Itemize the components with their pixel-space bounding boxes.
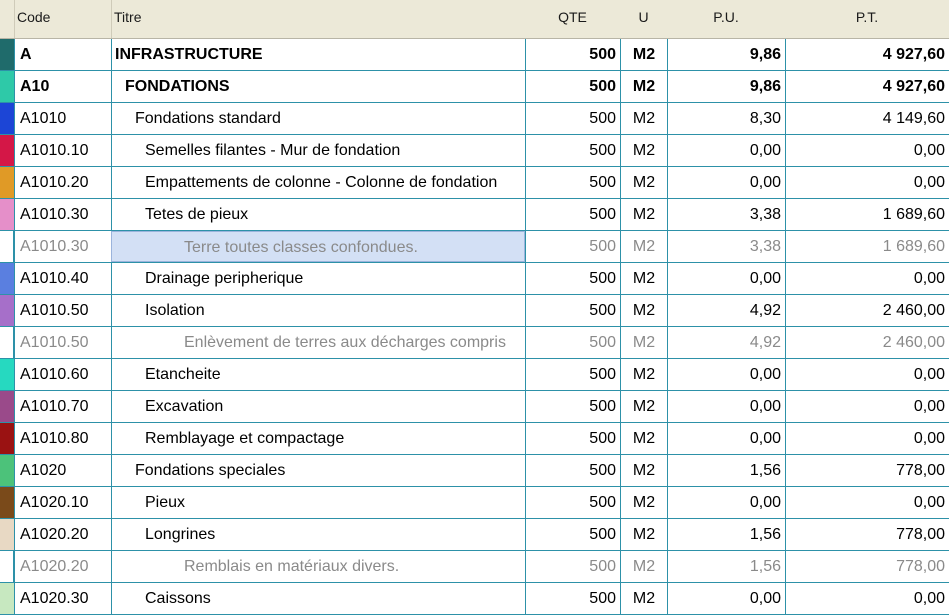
title-cell[interactable]: Terre toutes classes confondues. bbox=[111, 231, 525, 262]
table-row[interactable] bbox=[0, 39, 949, 71]
qte-cell[interactable]: 500 bbox=[525, 199, 620, 230]
code-cell[interactable]: A1010.70 bbox=[14, 391, 111, 422]
code-cell[interactable]: A1020.20 bbox=[14, 551, 111, 582]
code-cell[interactable]: A bbox=[14, 39, 111, 70]
table-row[interactable] bbox=[0, 551, 949, 583]
title-cell[interactable]: INFRASTRUCTURE bbox=[111, 39, 525, 70]
title-cell[interactable]: Pieux bbox=[111, 487, 525, 518]
table-row[interactable] bbox=[0, 199, 949, 231]
table-row[interactable] bbox=[0, 167, 949, 199]
unit-cell[interactable]: M2 bbox=[620, 103, 667, 134]
row-color-marker bbox=[0, 103, 14, 134]
header-code[interactable]: Code bbox=[14, 0, 111, 38]
unit-price-cell[interactable]: 4,92 bbox=[667, 327, 785, 358]
column-header bbox=[0, 0, 949, 39]
qte-cell[interactable]: 500 bbox=[525, 231, 620, 262]
row-color-marker bbox=[0, 583, 14, 614]
qte-cell[interactable]: 500 bbox=[525, 391, 620, 422]
code-cell[interactable]: A1010.50 bbox=[14, 327, 111, 358]
unit-price-cell[interactable]: 4,92 bbox=[667, 295, 785, 326]
unit-cell[interactable]: M2 bbox=[620, 551, 667, 582]
code-cell[interactable]: A1020.10 bbox=[14, 487, 111, 518]
code-cell[interactable]: A1010.20 bbox=[14, 167, 111, 198]
row-color-marker bbox=[0, 359, 14, 390]
row-color-marker bbox=[0, 167, 14, 198]
unit-cell[interactable]: M2 bbox=[620, 199, 667, 230]
row-color-marker bbox=[0, 135, 14, 166]
qte-cell[interactable]: 500 bbox=[525, 135, 620, 166]
unit-price-cell[interactable]: 1,56 bbox=[667, 455, 785, 486]
row-color-marker bbox=[0, 199, 14, 230]
unit-price-cell[interactable]: 9,86 bbox=[667, 71, 785, 102]
table-row[interactable] bbox=[0, 295, 949, 327]
title-cell[interactable]: Empattements de colonne - Colonne de fondation bbox=[111, 167, 525, 198]
table-row[interactable] bbox=[0, 583, 949, 615]
row-color-marker bbox=[0, 295, 14, 326]
qte-cell[interactable]: 500 bbox=[525, 327, 620, 358]
unit-cell[interactable]: M2 bbox=[620, 263, 667, 294]
unit-cell[interactable]: M2 bbox=[620, 71, 667, 102]
title-cell[interactable]: FONDATIONS bbox=[111, 71, 525, 102]
unit-cell[interactable]: M2 bbox=[620, 167, 667, 198]
qte-cell[interactable]: 500 bbox=[525, 455, 620, 486]
title-cell[interactable]: Etancheite bbox=[111, 359, 525, 390]
header-title[interactable]: Titre bbox=[111, 0, 525, 38]
code-cell[interactable]: A1020 bbox=[14, 455, 111, 486]
total-price-cell[interactable]: 778,00 bbox=[785, 455, 949, 486]
qte-cell[interactable]: 500 bbox=[525, 263, 620, 294]
header-unit[interactable]: U bbox=[638, 9, 649, 25]
unit-cell[interactable]: M2 bbox=[620, 487, 667, 518]
total-price-cell[interactable]: 1 689,60 bbox=[785, 199, 949, 230]
code-cell[interactable]: A1010.40 bbox=[14, 263, 111, 294]
total-price-cell[interactable]: 0,00 bbox=[785, 167, 949, 198]
unit-cell[interactable]: M2 bbox=[620, 391, 667, 422]
unit-cell[interactable]: M2 bbox=[620, 295, 667, 326]
row-color-marker bbox=[0, 519, 14, 550]
qte-cell[interactable]: 500 bbox=[525, 551, 620, 582]
title-cell[interactable]: Tetes de pieux bbox=[111, 199, 525, 230]
total-price-cell[interactable]: 0,00 bbox=[785, 391, 949, 422]
header-pu[interactable]: P.U. bbox=[713, 9, 739, 25]
total-price-cell[interactable]: 778,00 bbox=[785, 551, 949, 582]
code-cell[interactable]: A1020.20 bbox=[14, 519, 111, 550]
table-row[interactable] bbox=[0, 103, 949, 135]
row-color-marker bbox=[0, 455, 14, 486]
table-row[interactable] bbox=[0, 423, 949, 455]
qte-cell[interactable]: 500 bbox=[525, 71, 620, 102]
table-row[interactable] bbox=[0, 231, 949, 263]
unit-price-cell[interactable]: 3,38 bbox=[667, 199, 785, 230]
unit-cell[interactable]: M2 bbox=[620, 455, 667, 486]
unit-price-cell[interactable]: 8,30 bbox=[667, 103, 785, 134]
code-cell[interactable]: A1010.30 bbox=[14, 199, 111, 230]
total-price-cell[interactable]: 1 689,60 bbox=[785, 231, 949, 262]
title-cell[interactable]: Longrines bbox=[111, 519, 525, 550]
table-row[interactable] bbox=[0, 71, 949, 103]
unit-price-cell[interactable]: 1,56 bbox=[667, 551, 785, 582]
row-color-marker bbox=[0, 71, 14, 102]
table-row[interactable] bbox=[0, 135, 949, 167]
title-cell[interactable]: Remblayage et compactage bbox=[111, 423, 525, 454]
qte-cell[interactable]: 500 bbox=[525, 583, 620, 614]
code-cell[interactable]: A1010.80 bbox=[14, 423, 111, 454]
header-qte[interactable]: QTE bbox=[558, 9, 587, 25]
title-cell[interactable]: Fondations standard bbox=[111, 103, 525, 134]
table-row[interactable] bbox=[0, 519, 949, 551]
unit-cell[interactable]: M2 bbox=[620, 359, 667, 390]
unit-cell[interactable]: M2 bbox=[620, 39, 667, 70]
qte-cell[interactable]: 500 bbox=[525, 487, 620, 518]
table-row[interactable] bbox=[0, 455, 949, 487]
unit-price-cell[interactable]: 1,56 bbox=[667, 519, 785, 550]
title-cell[interactable]: Remblais en matériaux divers. bbox=[111, 551, 525, 582]
unit-cell[interactable]: M2 bbox=[620, 231, 667, 262]
total-price-cell[interactable]: 4 149,60 bbox=[785, 103, 949, 134]
unit-price-cell[interactable]: 0,00 bbox=[667, 359, 785, 390]
table-row[interactable] bbox=[0, 391, 949, 423]
qte-cell[interactable]: 500 bbox=[525, 359, 620, 390]
code-cell[interactable]: A1010.10 bbox=[14, 135, 111, 166]
row-color-marker bbox=[0, 423, 14, 454]
code-cell[interactable]: A1010 bbox=[14, 103, 111, 134]
total-price-cell[interactable]: 4 927,60 bbox=[785, 39, 949, 70]
unit-price-cell[interactable]: 0,00 bbox=[667, 423, 785, 454]
table-row[interactable] bbox=[0, 327, 949, 359]
qte-cell[interactable]: 500 bbox=[525, 423, 620, 454]
total-price-cell[interactable]: 0,00 bbox=[785, 263, 949, 294]
unit-cell[interactable]: M2 bbox=[620, 327, 667, 358]
unit-price-cell[interactable]: 9,86 bbox=[667, 39, 785, 70]
table-row[interactable] bbox=[0, 487, 949, 519]
total-price-cell[interactable]: 2 460,00 bbox=[785, 327, 949, 358]
total-price-cell[interactable]: 0,00 bbox=[785, 359, 949, 390]
unit-cell[interactable]: M2 bbox=[620, 519, 667, 550]
qte-cell[interactable]: 500 bbox=[525, 519, 620, 550]
table-row[interactable] bbox=[0, 263, 949, 295]
unit-price-cell[interactable]: 0,00 bbox=[667, 263, 785, 294]
unit-price-cell[interactable]: 0,00 bbox=[667, 391, 785, 422]
qte-cell[interactable]: 500 bbox=[525, 39, 620, 70]
title-cell[interactable]: Caissons bbox=[111, 583, 525, 614]
qte-cell[interactable]: 500 bbox=[525, 295, 620, 326]
row-color-marker bbox=[0, 551, 14, 582]
unit-cell[interactable]: M2 bbox=[620, 423, 667, 454]
title-cell[interactable]: Fondations speciales bbox=[111, 455, 525, 486]
qte-cell[interactable]: 500 bbox=[525, 167, 620, 198]
title-cell[interactable]: Enlèvement de terres aux décharges compris bbox=[111, 327, 525, 358]
title-cell[interactable]: Drainage peripherique bbox=[111, 263, 525, 294]
unit-price-cell[interactable]: 0,00 bbox=[667, 487, 785, 518]
unit-cell[interactable]: M2 bbox=[620, 583, 667, 614]
estimate-table bbox=[0, 39, 949, 615]
unit-price-cell[interactable]: 0,00 bbox=[667, 583, 785, 614]
row-color-marker bbox=[0, 231, 14, 262]
code-cell[interactable]: A1010.30 bbox=[14, 231, 111, 262]
row-color-marker bbox=[0, 391, 14, 422]
code-cell[interactable]: A10 bbox=[14, 71, 111, 102]
table-row[interactable] bbox=[0, 359, 949, 391]
total-price-cell[interactable]: 0,00 bbox=[785, 487, 949, 518]
unit-price-cell[interactable]: 0,00 bbox=[667, 135, 785, 166]
title-cell[interactable]: Semelles filantes - Mur de fondation bbox=[111, 135, 525, 166]
code-cell[interactable]: A1010.60 bbox=[14, 359, 111, 390]
unit-price-cell[interactable]: 3,38 bbox=[667, 231, 785, 262]
title-cell[interactable]: Excavation bbox=[111, 391, 525, 422]
code-cell[interactable]: A1020.30 bbox=[14, 583, 111, 614]
title-cell[interactable]: Isolation bbox=[111, 295, 525, 326]
qte-cell[interactable]: 500 bbox=[525, 103, 620, 134]
header-color-col bbox=[0, 0, 14, 38]
row-color-marker bbox=[0, 487, 14, 518]
total-price-cell[interactable]: 0,00 bbox=[785, 583, 949, 614]
unit-price-cell[interactable]: 0,00 bbox=[667, 167, 785, 198]
unit-cell[interactable]: M2 bbox=[620, 135, 667, 166]
total-price-cell[interactable]: 0,00 bbox=[785, 135, 949, 166]
header-pt[interactable]: P.T. bbox=[855, 9, 879, 25]
total-price-cell[interactable]: 2 460,00 bbox=[785, 295, 949, 326]
row-color-marker bbox=[0, 327, 14, 358]
row-color-marker bbox=[0, 39, 14, 70]
total-price-cell[interactable]: 4 927,60 bbox=[785, 71, 949, 102]
total-price-cell[interactable]: 0,00 bbox=[785, 423, 949, 454]
total-price-cell[interactable]: 778,00 bbox=[785, 519, 949, 550]
row-color-marker bbox=[0, 263, 14, 294]
code-cell[interactable]: A1010.50 bbox=[14, 295, 111, 326]
